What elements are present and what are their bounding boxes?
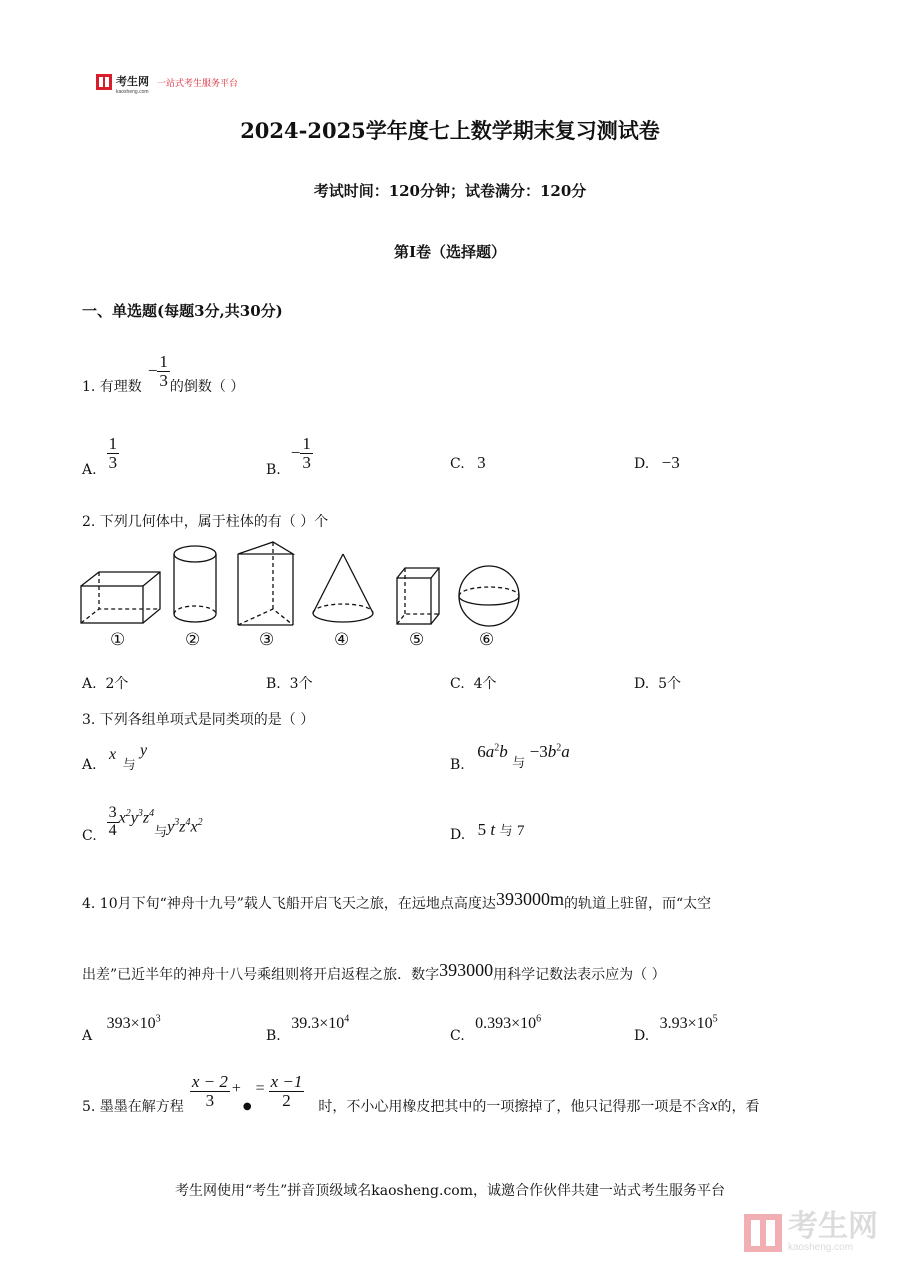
triangular-prism-icon <box>236 541 296 627</box>
q3-option-c[interactable]: C. $\frac{3}{4}$ $x^2y^3z^4$ 与 $y^3z^4x^2$ <box>82 803 203 844</box>
footer-text: 考生网使用“考生”拼音顶级域名kaosheng.com，诚邀合作伙伴共建一站式考生服务平台 <box>174 1183 726 1199</box>
cuboid-icon <box>80 570 162 626</box>
q1-option-a[interactable]: A. $\frac{1}{3}$ <box>82 433 118 478</box>
shape-label-4: ④ <box>334 630 350 650</box>
q1-tail: 的倒数（ ） <box>169 379 245 395</box>
cone-icon <box>310 552 376 626</box>
q1-option-b[interactable]: B. − $\frac{1}{3}$ <box>266 433 311 478</box>
exam-info: 考试时间：120分钟；试卷满分：120分 <box>313 182 587 200</box>
site-logo <box>96 72 239 95</box>
q1-option-c[interactable]: C. 3 <box>450 453 486 472</box>
q3-option-d[interactable]: D. 5 t 与 7 <box>450 820 525 843</box>
logo-icon <box>96 74 112 90</box>
logo-slogan: 一站式考生服务平台 <box>157 77 239 88</box>
erased-term-blot: ● <box>242 1100 252 1112</box>
page-title: 2024-2025学年度七上数学期末复习测试卷 <box>240 118 660 143</box>
q1-option-d[interactable]: D. −3 <box>634 453 680 472</box>
question-3: 3. 下列各组单项式是同类项的是（ ） <box>82 712 315 728</box>
question-4-line-2: 出差”已近半年的神舟十八号乘组则将开启返程之旅．数字393000用科学记数法表示应为（ ） <box>82 960 666 983</box>
cylinder-icon <box>172 544 218 626</box>
q2-option-a[interactable]: A. 2个 <box>82 676 129 692</box>
logo-sub: kaosheng.com <box>116 88 149 95</box>
q3-option-a[interactable]: A. x 与 y <box>82 742 148 773</box>
shape-label-6: ⑥ <box>479 630 495 650</box>
question-4-line-1: 4. 10月下旬“神舟十九号”载人飞船开启飞天之旅，在远地点高度达393000m的轨道上驻留，而“太空 <box>82 889 712 912</box>
logo-text: 考生网 <box>116 75 149 88</box>
q4-option-a[interactable]: A $393\times 10^3$ <box>82 1014 161 1045</box>
shape-label-1: ① <box>110 630 126 650</box>
q2-option-c[interactable]: C. 4个 <box>450 676 497 692</box>
q1-fraction: $\frac{1}{3}$ <box>159 351 168 390</box>
q3-option-b[interactable]: B. $6a^2b$ 与 $-3b^2a$ <box>450 742 570 773</box>
shape-label-3: ③ <box>259 630 275 650</box>
question-1 <box>82 346 244 396</box>
q4-option-c[interactable]: C. $0.393\times 10^6$ <box>450 1014 542 1045</box>
shape-label-5: ⑤ <box>409 630 425 650</box>
q1-lead: 1. 有理数 <box>82 379 142 395</box>
frustum-icon <box>394 565 442 627</box>
question-2: 2. 下列几何体中，属于柱体的有（ ）个 <box>82 514 329 530</box>
q2-option-b[interactable]: B. 3个 <box>266 676 313 692</box>
sphere-icon <box>456 564 522 628</box>
q4-option-d[interactable]: D. $3.93\times 10^5$ <box>634 1014 718 1045</box>
watermark-icon <box>744 1214 782 1252</box>
q4-option-b[interactable]: B. $39.3\times 10^4$ <box>266 1014 350 1045</box>
shape-label-2: ② <box>185 630 201 650</box>
watermark-logo: 考生网 kaosheng.com <box>744 1212 878 1253</box>
section-heading: 一、单选题(每题3分,共30分) <box>82 302 283 320</box>
part-heading: 第I卷（选择题） <box>393 243 507 261</box>
q2-option-d[interactable]: D. 5个 <box>634 676 682 692</box>
q1-sign: − <box>147 361 158 380</box>
question-5: 5. 墨墨在解方程 $\frac{x - 2}{3}$ + ● = $\frac{x -1}{2}$ 时，不小心用橡皮把其中的一项擦掉了，他只记得那一项是不含 x 的，看 <box>82 1071 760 1115</box>
